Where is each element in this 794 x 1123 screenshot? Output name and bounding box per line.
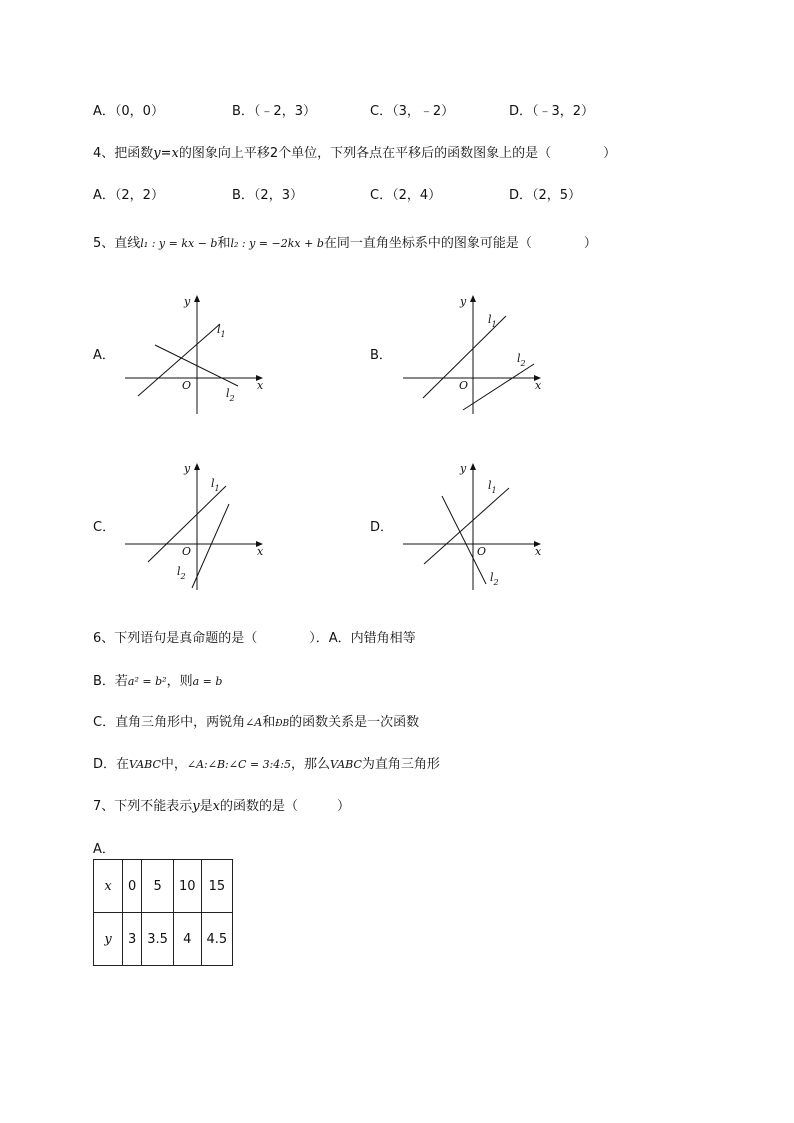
table-cell: 4.5 (201, 913, 233, 966)
x-axis-label: x (257, 545, 264, 558)
l2-label: $l_2$ (490, 571, 499, 587)
x-axis-label: x (257, 379, 264, 392)
table-row-label: x (94, 860, 123, 913)
q3-option-d: D．（﹣3，2） (509, 104, 595, 119)
q3-option-b: B．（﹣2，3） (232, 104, 316, 119)
y-axis-label: y (184, 295, 191, 308)
q4-option-a: A．（2，2） (93, 188, 164, 203)
q6-option-c: C．直角三角形中，两锐角∠A和ÐB的函数关系是一次函数 (93, 715, 420, 730)
table-cell: 0 (123, 860, 142, 913)
l2-label: $l_2$ (177, 565, 186, 581)
y-axis-label: y (460, 462, 467, 475)
q7-option-a-label: A． (93, 842, 115, 857)
q7-function-table (93, 859, 233, 966)
y-axis-label: y (460, 295, 467, 308)
q5-graph-d (398, 458, 548, 597)
q5-graph-a (120, 290, 270, 424)
line-l1 (138, 324, 220, 396)
x-axis-label: x (535, 545, 542, 558)
q4-option-b: B．（2，3） (232, 188, 303, 203)
q3-option-a: A．（0，0） (93, 104, 164, 119)
q4-stem: 4、把函数y=x的图象向上平移2个单位，下列各点在平移后的函数图象上的是（ ） (93, 146, 617, 161)
line-l1 (424, 488, 509, 564)
table-row-label: y (94, 913, 123, 966)
l2-label: $l_2$ (226, 387, 235, 403)
origin-label: O (477, 545, 487, 558)
table-row-x (94, 860, 233, 913)
table-cell: 3 (123, 913, 142, 966)
q5-option-b-label: B． (370, 348, 392, 363)
q3-option-c: C．（3，﹣2） (370, 104, 455, 119)
origin-label: O (182, 545, 192, 558)
l1-label: $l_1$ (211, 477, 220, 493)
q5-graph-b (398, 290, 548, 424)
l1-label: $l_1$ (488, 479, 497, 495)
y-axis-label: y (184, 462, 191, 475)
line-l2 (192, 504, 229, 588)
table-cell: 10 (173, 860, 201, 913)
l2-label: $l_2$ (517, 352, 526, 368)
l1-label: $l_1$ (488, 313, 497, 329)
table-cell: 3.5 (142, 913, 174, 966)
x-axis-label: x (535, 379, 542, 392)
q5-option-c-label: C． (93, 520, 116, 535)
table-cell: 5 (142, 860, 174, 913)
table-cell: 4 (173, 913, 201, 966)
q4-option-c: C．（2，4） (370, 188, 442, 203)
line-l2 (463, 364, 534, 410)
q5-graph-c (120, 458, 270, 597)
q5-stem: 5、直线l₁ : y = kx − b和l₂ : y = −2kx + b在同一直角坐标系中的图象可能是（ ） (93, 236, 597, 251)
q5-option-a-label: A． (93, 348, 115, 363)
q7-stem: 7、下列不能表示y是x的函数的是（ ） (93, 799, 351, 814)
q6-option-b: B．若a² = b²，则a = b (93, 674, 223, 689)
origin-label: O (459, 379, 469, 392)
q4-option-d: D．（2，5） (509, 188, 582, 203)
q6-stem: 6、下列语句是真命题的是（ ）．A．内错角相等 (93, 631, 416, 646)
origin-label: O (182, 379, 192, 392)
table-cell: 15 (201, 860, 233, 913)
table-row-y (94, 913, 233, 966)
l1-label: $l_1$ (217, 323, 226, 339)
q5-option-d-label: D． (370, 520, 394, 535)
q6-option-d: D．在VABC中，∠A:∠B:∠C = 3:4:5，那么VABC为直角三角形 (93, 757, 440, 772)
line-l2 (442, 496, 486, 584)
